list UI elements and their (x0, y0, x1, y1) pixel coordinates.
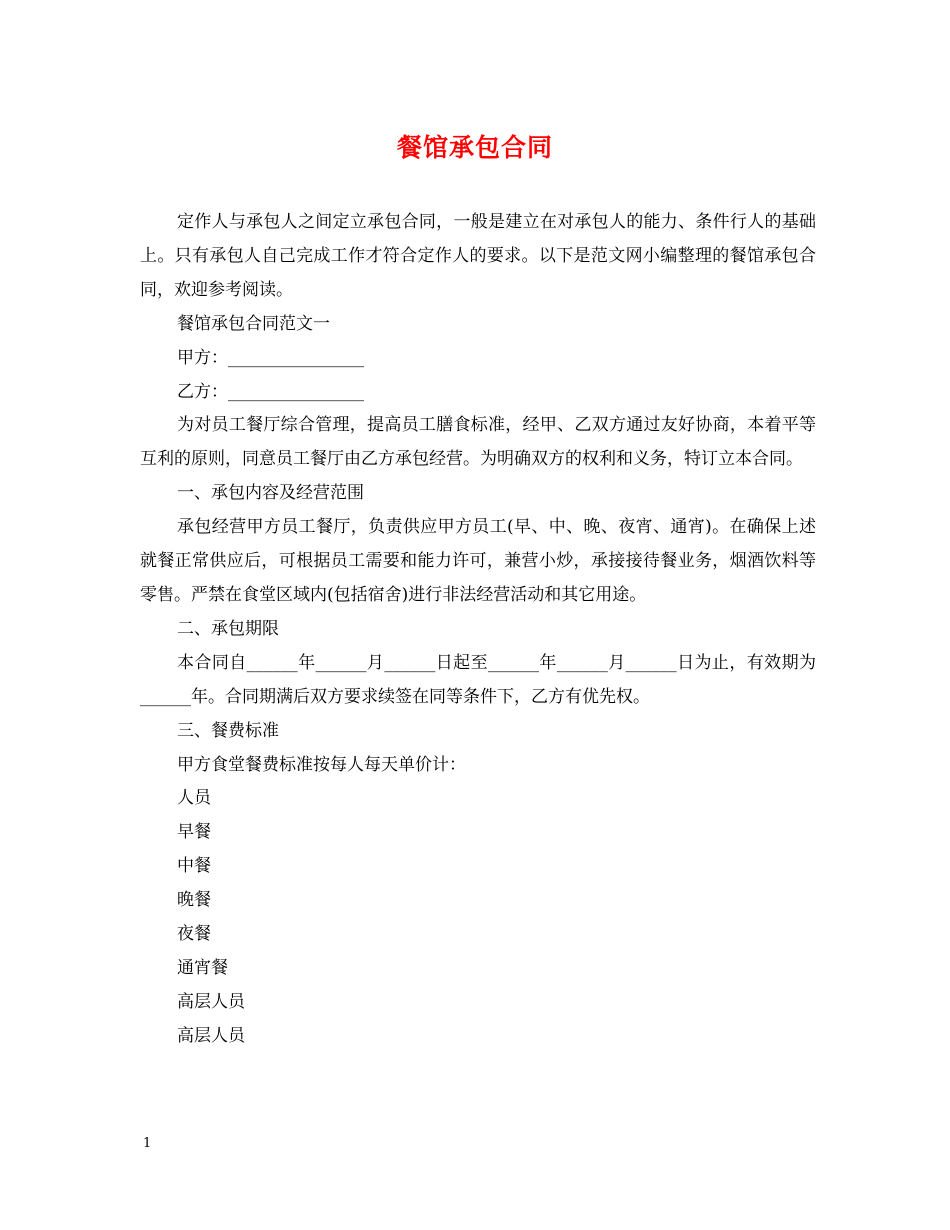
party-a-line: 甲方：________________ (177, 347, 364, 368)
section-heading-fees: 三、餐费标准 (177, 720, 279, 741)
scope-paragraph: 承包经营甲方员工餐厅，负责供应甲方员工(早、中、晚、夜宵、通宵)。在确保上述就餐正常供应后，可根据员工需要和能力许可，兼营小炒，承接接待餐业务，烟酒饮料等零售。严禁在食堂区域内(包括宿舍)进行非法经营活动和其它用途。 (140, 517, 816, 605)
list-item: 晚餐 (177, 890, 211, 911)
list-item: 中餐 (177, 856, 211, 877)
list-item: 高层人员 (177, 1025, 245, 1046)
fees-paragraph: 甲方食堂餐费标准按每人每天单价计： (177, 754, 466, 775)
list-item: 夜餐 (177, 924, 211, 945)
list-item: 早餐 (177, 822, 211, 843)
document-body (140, 206, 816, 1054)
document-title: 餐馆承包合同 (396, 133, 553, 162)
party-b-line: 乙方：________________ (177, 381, 364, 402)
section-heading-term: 二、承包期限 (177, 618, 279, 639)
page-number: 1 (143, 1136, 152, 1151)
term-paragraph: 本合同自______年______月______日起至______年______月______日为止，有效期为______年。合同期满后双方要求续签在同等条件下，乙方有优先权。 (140, 652, 816, 707)
sample-heading: 餐馆承包合同范文一 (177, 313, 330, 334)
list-item: 通宵餐 (177, 957, 228, 978)
section-heading-scope: 一、承包内容及经营范围 (177, 483, 364, 504)
purpose-paragraph: 为对员工餐厅综合管理，提高员工膳食标准，经甲、乙双方通过友好协商，本着平等互利的原则，同意员工餐厅由乙方承包经营。为明确双方的权利和义务，特订立本合同。 (140, 415, 816, 470)
list-item: 高层人员 (177, 991, 245, 1012)
intro-paragraph: 定作人与承包人之间定立承包合同，一般是建立在对承包人的能力、条件行人的基础上。只有承包人自己完成工作才符合定作人的要求。以下是范文网小编整理的餐馆承包合同，欢迎参考阅读。 (140, 212, 816, 300)
list-item: 人员 (177, 788, 211, 809)
